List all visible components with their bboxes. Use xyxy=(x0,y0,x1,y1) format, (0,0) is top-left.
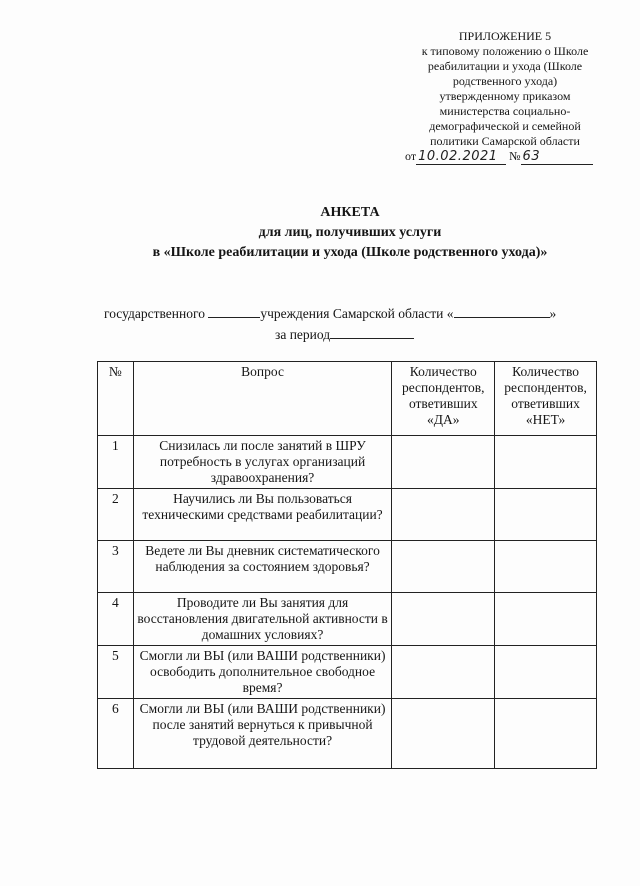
yes-count-cell[interactable] xyxy=(392,593,495,646)
institution-type-blank xyxy=(208,304,260,318)
institution-region-label: учреждения Самарской области « xyxy=(260,306,454,321)
order-prefix: от xyxy=(405,149,417,163)
order-number-label: № xyxy=(509,149,521,163)
title-main: АНКЕТА xyxy=(320,205,380,220)
no-count-cell[interactable] xyxy=(495,646,597,699)
order-date-field xyxy=(416,149,506,165)
table-header-row xyxy=(98,362,597,436)
header-number: № xyxy=(98,362,134,436)
table-row xyxy=(98,436,597,489)
title-school: в «Школе реабилитации и ухода (Школе родственного ухода)» xyxy=(152,245,548,260)
appendix-line: к типовому положению о Школе xyxy=(421,44,589,58)
row-question: Проводите ли Вы занятия для восстановления двигательной активности в домашних условиях? xyxy=(133,593,392,646)
header-no-count: Количество респондентов, ответивших «НЕТ» xyxy=(495,362,597,436)
row-number: 2 xyxy=(98,489,134,541)
institution-name-blank xyxy=(454,304,550,318)
row-number: 5 xyxy=(98,646,134,699)
period-blank xyxy=(330,325,414,339)
header-question: Вопрос xyxy=(133,362,392,436)
appendix-line: демографической и семейной xyxy=(429,119,581,133)
order-date: 10.02.2021 xyxy=(418,149,498,164)
table-row xyxy=(98,593,597,646)
document-title xyxy=(60,203,640,263)
no-count-cell[interactable] xyxy=(495,436,597,489)
table-row xyxy=(98,541,597,593)
appendix-line: реабилитации и ухода (Школе xyxy=(427,59,583,73)
survey-table xyxy=(97,361,597,769)
yes-count-cell[interactable] xyxy=(392,489,495,541)
table-row xyxy=(98,699,597,769)
institution-close-quote: » xyxy=(549,306,557,321)
appendix-title: ПРИЛОЖЕНИЕ 5 xyxy=(458,29,552,43)
appendix-line: министерства социально- xyxy=(439,104,571,118)
yes-count-cell[interactable] xyxy=(392,699,495,769)
row-number: 1 xyxy=(98,436,134,489)
row-question: Ведете ли Вы дневник систематического наблюдения за состоянием здоровья? xyxy=(133,541,392,593)
title-subtitle: для лиц, получивших услуги xyxy=(258,225,442,240)
row-question: Снизилась ли после занятий в ШРУ потребность в услугах организаций здравоохранения? xyxy=(133,436,392,489)
table-row xyxy=(98,489,597,541)
institution-type-label: государственного xyxy=(104,306,205,321)
period-label: за период xyxy=(275,327,331,342)
table-row xyxy=(98,646,597,699)
no-count-cell[interactable] xyxy=(495,699,597,769)
yes-count-cell[interactable] xyxy=(392,646,495,699)
appendix-line: утвержденному приказом xyxy=(439,89,571,103)
no-count-cell[interactable] xyxy=(495,541,597,593)
period-line xyxy=(275,325,475,344)
row-question: Смогли ли ВЫ (или ВАШИ родственники) после занятий вернуться к привычной трудовой деятельности? xyxy=(133,699,392,769)
yes-count-cell[interactable] xyxy=(392,436,495,489)
appendix-line: политики Самарской области xyxy=(430,134,580,148)
order-number-field xyxy=(521,149,593,165)
row-number: 6 xyxy=(98,699,134,769)
order-number: 63 xyxy=(522,149,541,164)
row-question: Научились ли Вы пользоваться техническими средствами реабилитации? xyxy=(133,489,392,541)
yes-count-cell[interactable] xyxy=(392,541,495,593)
appendix-line: родственного ухода) xyxy=(452,74,558,88)
row-number: 3 xyxy=(98,541,134,593)
appendix-header xyxy=(404,29,606,149)
header-yes-count: Количество респондентов, ответивших «ДА» xyxy=(392,362,495,436)
order-reference xyxy=(405,149,605,165)
no-count-cell[interactable] xyxy=(495,593,597,646)
institution-line xyxy=(104,304,604,323)
row-question: Смогли ли ВЫ (или ВАШИ родственники) освободить дополнительное свободное время? xyxy=(133,646,392,699)
row-number: 4 xyxy=(98,593,134,646)
no-count-cell[interactable] xyxy=(495,489,597,541)
